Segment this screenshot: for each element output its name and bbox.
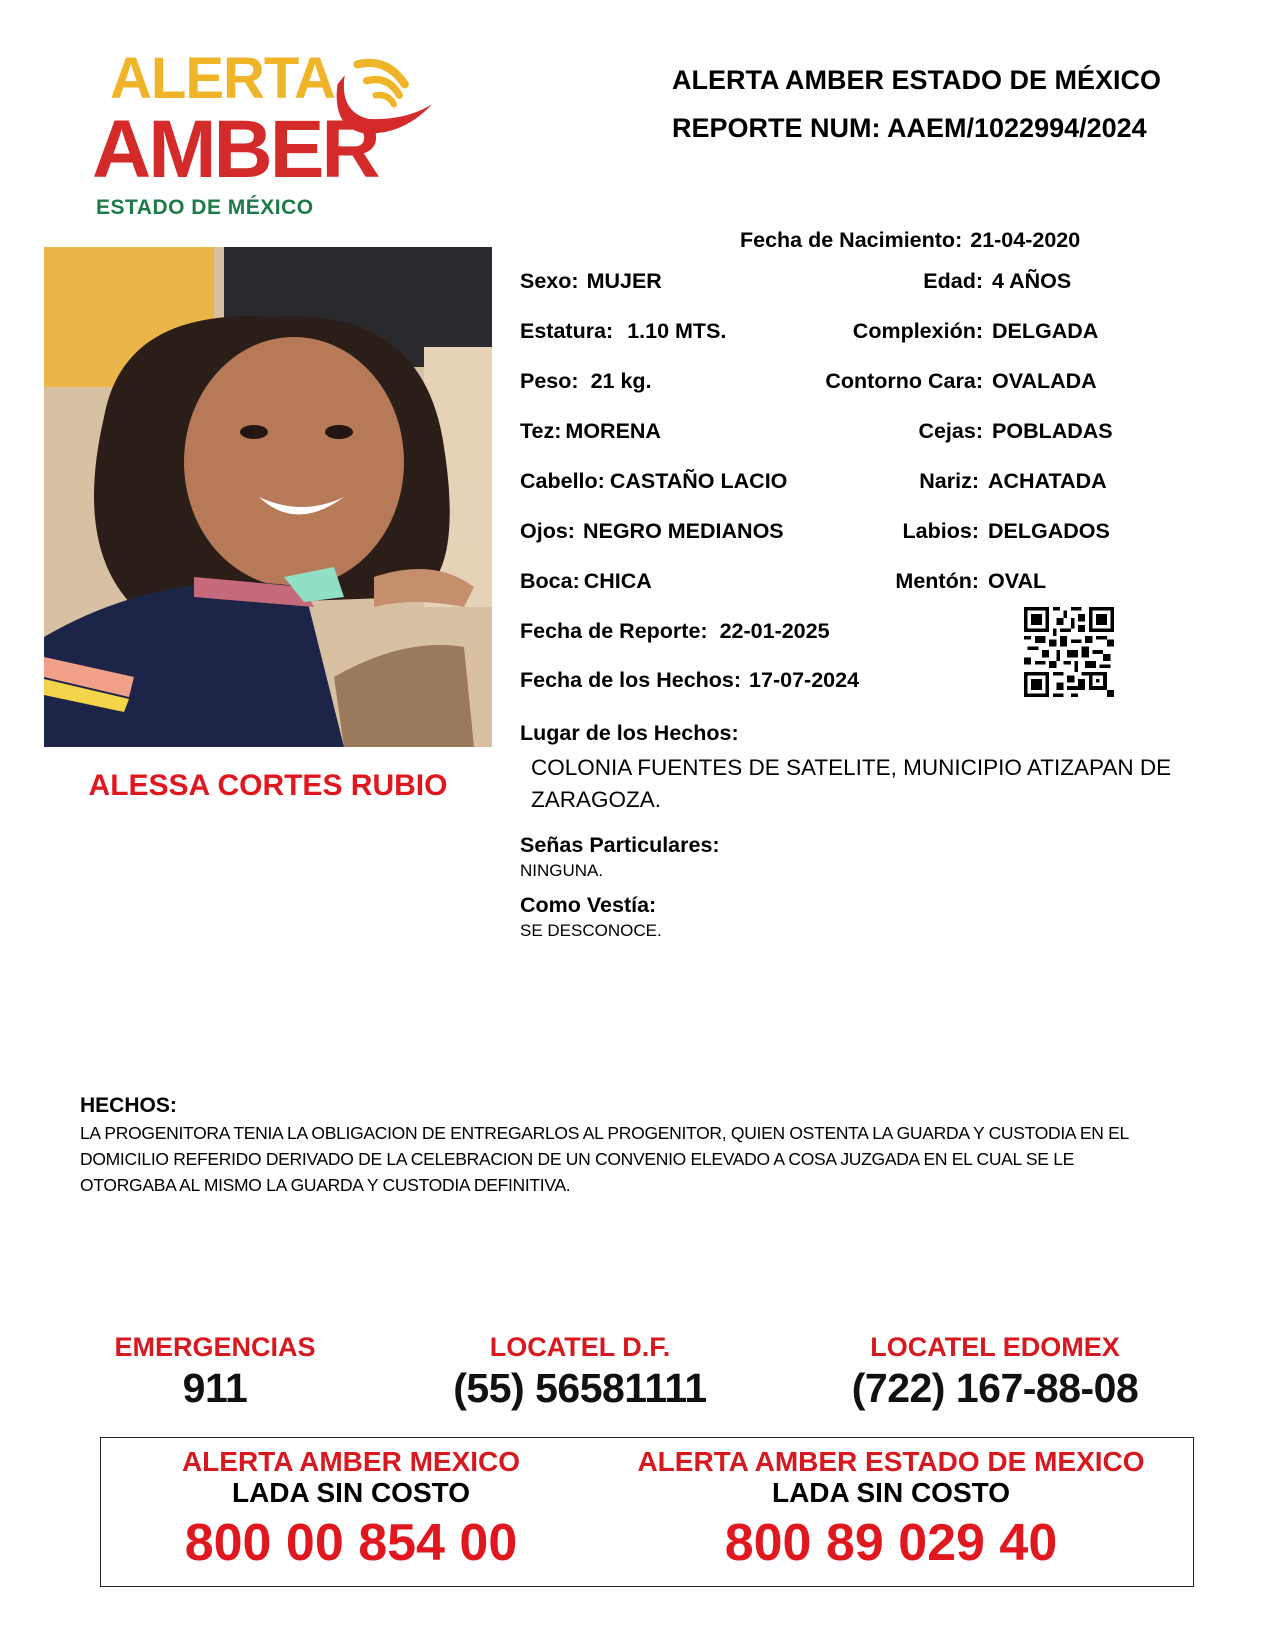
report-number-value: AAEM/1022994/2024 xyxy=(887,113,1147,143)
field-boca xyxy=(520,568,652,594)
report-number-label: REPORTE NUM: xyxy=(672,113,881,143)
field-value: OVALADA xyxy=(992,369,1097,393)
header-title: ALERTA AMBER ESTADO DE MÉXICO xyxy=(672,65,1162,95)
field-menton-value xyxy=(988,568,1046,594)
field-value: DELGADA xyxy=(992,319,1099,343)
field-value: OVAL xyxy=(988,569,1047,593)
contact-emergencias xyxy=(90,1330,340,1412)
hechos-text: LA PROGENITORA TENIA LA OBLIGACION DE ENTREGARLOS AL PROGENITOR, QUIEN OSTENTA LA GUARDA Y CUSTODIA EN EL DOMICILIO REFERIDO DERIVADO DE LA CELEBRACION DE UN CONVENIO ELEVADO A COSA JUZGADA EN EL CUAL SE LE OTORGABA AL MISMO LA GUARDA Y CUSTODIA DEFINITIVA. xyxy=(80,1123,1129,1195)
field-label: Nariz: xyxy=(919,469,979,493)
field-nariz xyxy=(830,468,979,494)
field-label: Fecha de los Hechos: xyxy=(520,668,742,692)
field-value: CHICA xyxy=(583,569,652,593)
field-value: 1.10 MTS. xyxy=(627,319,727,343)
field-label: Fecha de Nacimiento: xyxy=(740,228,963,252)
field-fecha-hechos xyxy=(520,667,859,693)
toll-free-box xyxy=(100,1437,1194,1587)
logo-estado-text: ESTADO DE MÉXICO xyxy=(96,196,314,219)
field-sexo xyxy=(520,268,662,294)
field-nariz-value xyxy=(988,468,1107,494)
contact-number[interactable]: (722) 167-88-08 xyxy=(851,1365,1139,1411)
contact-locatel-edomex xyxy=(830,1330,1160,1412)
field-label: Contorno Cara: xyxy=(825,369,983,393)
contact-number[interactable]: 911 xyxy=(182,1365,248,1411)
field-contorno-cara xyxy=(790,368,983,394)
field-complexion xyxy=(830,318,983,344)
toll-free-alerta-amber-mexico xyxy=(141,1446,561,1574)
toll-free-title: ALERTA AMBER ESTADO DE MEXICO xyxy=(637,1446,1145,1477)
field-label: Peso: xyxy=(520,369,579,393)
vestia-value: SE DESCONOCE. xyxy=(520,921,662,940)
field-label: Ojos: xyxy=(520,519,575,543)
field-edad xyxy=(830,268,983,294)
alerta-amber-logo xyxy=(92,48,422,223)
field-cejas-value xyxy=(992,418,1113,444)
contact-number[interactable]: (55) 56581111 xyxy=(453,1365,707,1411)
field-labios-value xyxy=(988,518,1110,544)
contact-label: EMERGENCIAS xyxy=(114,1332,316,1362)
field-labios xyxy=(830,518,979,544)
senas-value: NINGUNA. xyxy=(520,861,604,880)
field-contorno-cara-value xyxy=(992,368,1097,394)
toll-free-subtitle: LADA SIN COSTO xyxy=(231,1477,470,1508)
child-photo xyxy=(44,247,492,747)
field-value: MORENA xyxy=(565,419,661,443)
lugar-value: COLONIA FUENTES DE SATELITE, MUNICIPIO ATIZAPAN DE ZARAGOZA. xyxy=(531,755,1172,812)
field-label: Cabello: xyxy=(520,469,605,493)
contact-label: LOCATEL D.F. xyxy=(489,1332,671,1362)
field-fecha-reporte xyxy=(520,618,830,644)
field-value: CASTAÑO LACIO xyxy=(609,469,788,493)
field-value: 22-01-2025 xyxy=(719,619,830,643)
field-peso xyxy=(520,368,652,394)
field-value: NEGRO MEDIANOS xyxy=(582,519,784,543)
field-cabello xyxy=(520,468,787,494)
toll-free-title: ALERTA AMBER MEXICO xyxy=(181,1446,521,1477)
field-label: Complexión: xyxy=(852,319,983,343)
field-label: Boca: xyxy=(520,569,580,593)
hechos-label: HECHOS: xyxy=(80,1094,177,1117)
qr-code-icon[interactable] xyxy=(1024,607,1114,697)
logo-amber-text: AMBER xyxy=(92,104,378,195)
field-value: DELGADOS xyxy=(988,519,1110,543)
field-tez xyxy=(520,418,661,444)
logo-alerta-text: ALERTA xyxy=(110,46,335,111)
field-edad-value xyxy=(992,268,1071,294)
toll-free-number[interactable]: 800 00 854 00 xyxy=(184,1514,518,1572)
report-number xyxy=(672,112,1147,144)
toll-free-alerta-amber-edomex xyxy=(601,1446,1181,1574)
field-label: Sexo: xyxy=(520,269,579,293)
field-label: Cejas: xyxy=(918,419,983,443)
toll-free-subtitle: LADA SIN COSTO xyxy=(771,1477,1010,1508)
contact-locatel-df xyxy=(430,1330,730,1412)
contact-label: LOCATEL EDOMEX xyxy=(870,1332,1120,1362)
field-value: 17-07-2024 xyxy=(749,668,860,692)
field-ojos xyxy=(520,518,784,544)
toll-free-number[interactable]: 800 89 029 40 xyxy=(724,1514,1058,1572)
field-label: Fecha de Reporte: xyxy=(520,619,708,643)
field-label: Mentón: xyxy=(895,569,979,593)
field-value: 21 kg. xyxy=(590,369,652,393)
field-label: Edad: xyxy=(923,269,983,293)
field-value: POBLADAS xyxy=(992,419,1113,443)
vestia-label: Como Vestía: xyxy=(520,893,657,917)
field-label: Tez: xyxy=(520,419,562,443)
field-label: Labios: xyxy=(902,519,979,543)
field-label: Estatura: xyxy=(520,319,614,343)
field-fecha-nacimiento xyxy=(740,227,1080,253)
child-photo-illustration xyxy=(44,247,492,747)
lugar-label: Lugar de los Hechos: xyxy=(520,721,739,745)
field-complexion-value xyxy=(992,318,1098,344)
field-value: ACHATADA xyxy=(988,469,1107,493)
child-name: ALESSA CORTES RUBIO xyxy=(88,769,448,802)
field-value: 4 AÑOS xyxy=(992,269,1072,293)
field-cejas xyxy=(830,418,983,444)
field-menton xyxy=(830,568,979,594)
field-estatura xyxy=(520,318,726,344)
field-value: MUJER xyxy=(586,269,662,293)
senas-label: Señas Particulares: xyxy=(520,833,720,857)
field-value: 21-04-2020 xyxy=(970,228,1081,252)
